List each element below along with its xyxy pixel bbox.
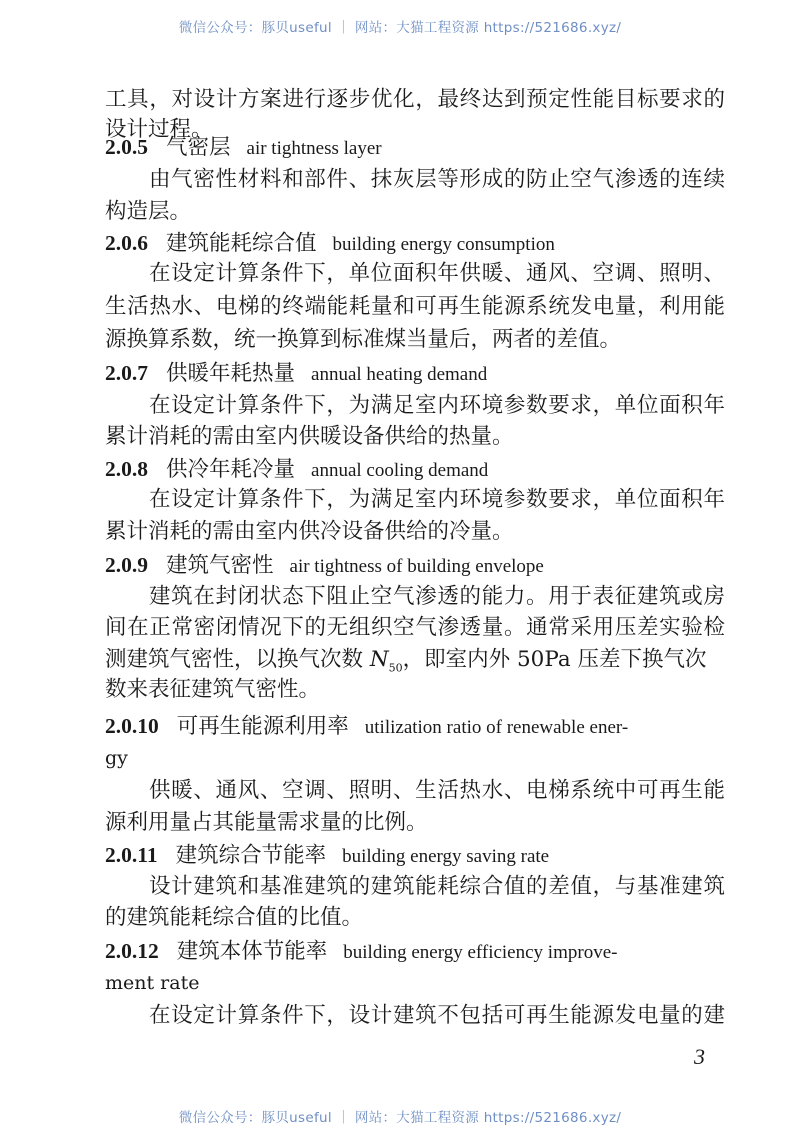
page-number: 3 <box>694 1044 705 1069</box>
body-line: 构造层。 <box>105 199 192 224</box>
watermark-footer: 微信公众号：豚贝useful ｜ 网站：大猫工程资源 https://521686.xyz/ <box>178 1110 622 1126</box>
watermark-header: 微信公众号：豚贝useful ｜ 网站：大猫工程资源 https://521686.xyz/ <box>178 20 622 36</box>
term-heading <box>105 360 725 388</box>
term-cn: 可再生能源利用率 <box>176 714 349 739</box>
term-number: 2.0.12 <box>105 939 159 963</box>
term-en: air tightness of building envelope <box>289 556 544 577</box>
term-en: air tightness layer <box>246 138 382 159</box>
text-span: 测建筑气密性，以换气次数 <box>105 647 370 672</box>
term-number: 2.0.6 <box>105 231 148 255</box>
term-en: building energy saving rate <box>342 846 550 867</box>
term-number: 2.0.5 <box>105 135 148 159</box>
subscript: 50 <box>388 661 403 675</box>
term-en: building energy consumption <box>332 234 555 255</box>
term-heading <box>105 938 725 966</box>
term-heading <box>105 713 725 741</box>
term-cn: 建筑气密性 <box>166 553 274 578</box>
term-cn: 供冷年耗冷量 <box>166 457 296 482</box>
body-line: 数来表征建筑气密性。 <box>105 677 321 702</box>
term-number: 2.0.10 <box>105 714 159 738</box>
text-span: ，即室内外 50Pa 压差下换气次 <box>402 647 707 672</box>
body-line: 源利用量占其能量需求量的比例。 <box>105 810 428 835</box>
term-cn: 建筑能耗综合值 <box>166 231 317 256</box>
term-number: 2.0.11 <box>105 843 158 867</box>
term-en: building energy efficiency improve- <box>343 942 618 963</box>
term-heading <box>105 134 725 162</box>
term-heading <box>105 552 725 580</box>
term-cn: 建筑综合节能率 <box>175 843 327 868</box>
body-line: 源换算系数，统一换算到标准煤当量后，两者的差值。 <box>105 327 622 352</box>
term-number: 2.0.8 <box>105 457 148 481</box>
term-en: utilization ratio of renewable ener- <box>364 717 629 738</box>
body-line: ment rate <box>105 972 200 994</box>
body-line: 由气密性材料和部件、抹灰层等形成的防止空气渗透的连续 <box>149 167 725 192</box>
body-line: 在设定计算条件下，为满足室内环境参数要求，单位面积年 <box>149 487 725 512</box>
body-line: 在设定计算条件下，单位面积年供暖、通风、空调、照明、 <box>149 261 725 286</box>
body-line: 建筑在封闭状态下阻止空气渗透的能力。用于表征建筑或房 <box>149 584 725 609</box>
term-heading <box>105 456 725 484</box>
body-line: 供暖、通风、空调、照明、生活热水、电梯系统中可再生能 <box>149 778 725 803</box>
body-line: 间在正常密闭情况下的无组织空气渗透量。通常采用压差实验检 <box>105 615 725 640</box>
body-line: 在设定计算条件下，为满足室内环境参数要求，单位面积年 <box>149 393 725 418</box>
term-cn: 供暖年耗热量 <box>166 361 296 386</box>
term-number: 2.0.9 <box>105 553 148 577</box>
body-line: 设计建筑和基准建筑的建筑能耗综合值的差值，与基准建筑 <box>149 874 725 899</box>
term-en: annual heating demand <box>311 364 488 385</box>
term-heading <box>105 842 725 870</box>
term-cn: 气密层 <box>166 135 231 160</box>
symbol-n: N <box>369 647 389 672</box>
term-cn: 建筑本体节能率 <box>176 939 328 964</box>
body-line: 设计过程。 <box>105 117 213 142</box>
body-line: gy <box>105 747 128 769</box>
term-en: annual cooling demand <box>311 460 489 481</box>
body-line: 在设定计算条件下，设计建筑不包括可再生能源发电量的建 <box>149 1003 725 1028</box>
body-line: 累计消耗的需由室内供冷设备供给的冷量。 <box>105 519 514 544</box>
body-line: 生活热水、电梯的终端能耗量和可再生能源系统发电量，利用能 <box>105 294 725 319</box>
term-heading <box>105 230 725 258</box>
body-line: 的建筑能耗综合值的比值。 <box>105 905 364 930</box>
body-line: 工具，对设计方案进行逐步优化，最终达到预定性能目标要求的 <box>105 87 725 112</box>
term-number: 2.0.7 <box>105 361 148 385</box>
body-line: 累计消耗的需由室内供暖设备供给的热量。 <box>105 424 514 449</box>
